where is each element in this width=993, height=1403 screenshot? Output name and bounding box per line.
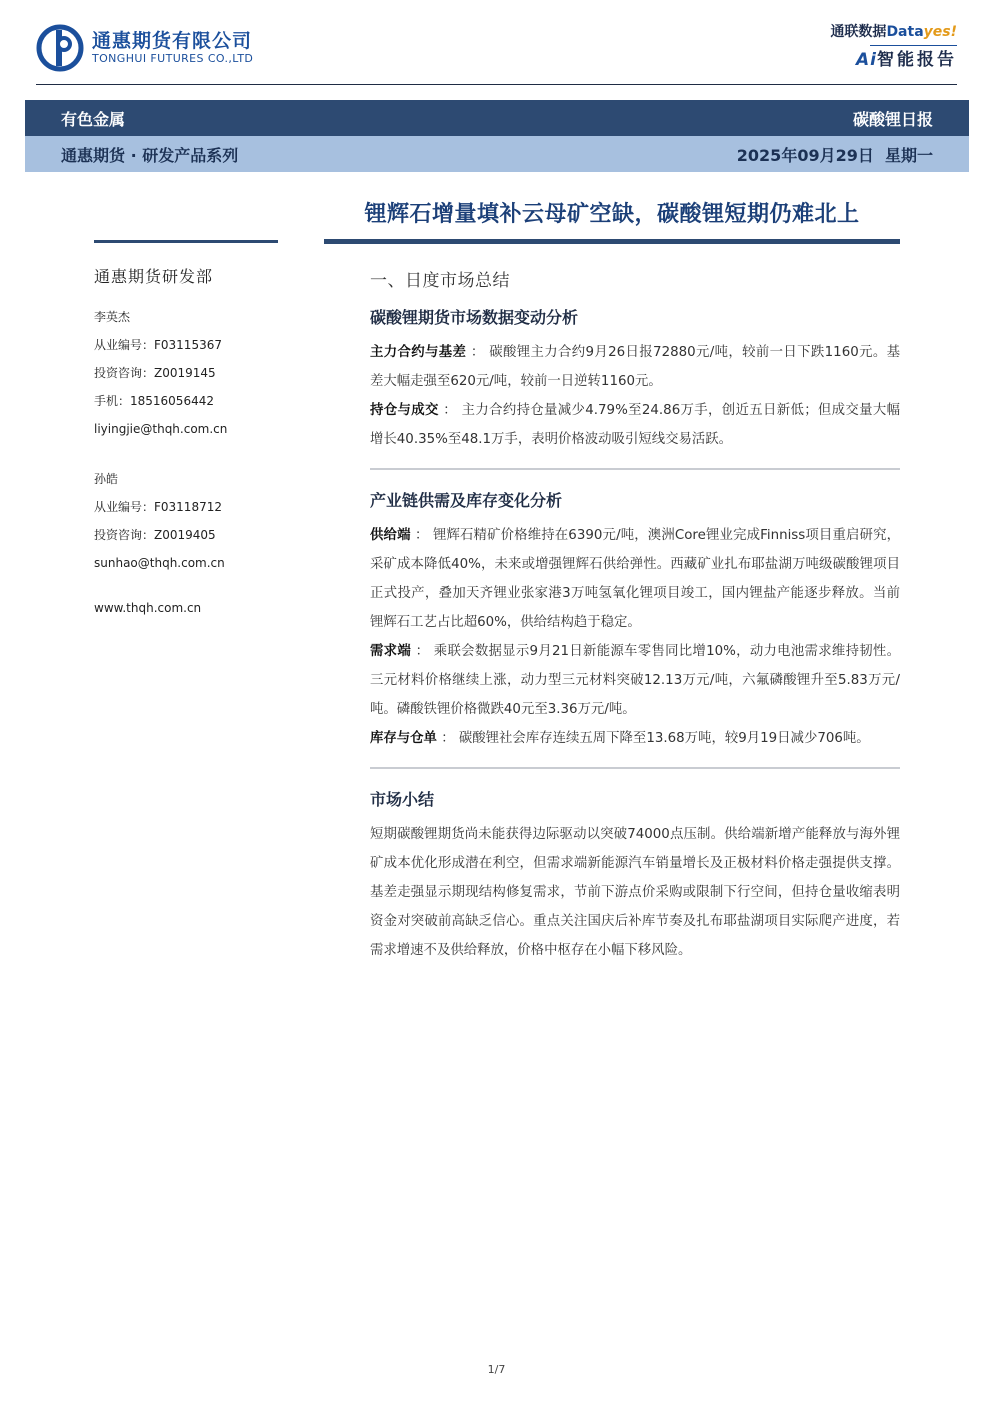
inventory-paragraph: [370, 724, 900, 753]
main-content: [370, 266, 900, 965]
summary-title: 市场小结: [370, 790, 435, 809]
demand-paragraph: [370, 637, 900, 724]
sector-label: 有色金属: [61, 109, 126, 129]
company-logo-icon: [36, 24, 84, 72]
sector-band: [25, 100, 969, 136]
analyst-name: 李英杰: [94, 310, 131, 324]
partner-logo: [830, 22, 957, 71]
series-label: 通惠期货 · 研发产品系列: [61, 145, 239, 165]
page-number: 1/7: [487, 1363, 506, 1376]
futures-paragraph-position: [370, 396, 900, 454]
partner-suffix: yes!: [923, 24, 957, 40]
company-name-en: TONGHUI FUTURES CO.,LTD: [92, 52, 254, 65]
futures-paragraph-contract: [370, 338, 900, 396]
company-logo: [36, 22, 253, 74]
paragraph-label: 需求端: [370, 644, 412, 659]
paragraph-text: ： 碳酸锂主力合约9月26日报72880元/吨，较前一日下跌1160元。基差大幅走强至620元/吨，较前一日逆转1160元。: [370, 345, 900, 389]
company-name-cn: 通惠期货有限公司: [92, 30, 253, 52]
analyst-license: 从业编号：F03118712: [94, 500, 222, 514]
paragraph-text: ： 锂辉石精矿价格维持在6390元/吨，澳洲Core锂业完成Finniss项目重启研究，采矿成本降低40%，未来或增强锂辉石供给弹性。西藏矿业扎布耶盐湖万吨级碳酸锂项目正式投产，叠加天齐锂业张家港3万吨氢氧化锂项目竣工，国内锂盐产能逐步释放。当前锂辉石工艺占比超60%，供给结构趋于稳定。: [370, 528, 901, 630]
paragraph-text: ： 碳酸锂社会库存连续五周下降至13.68万吨，较9月19日减少706吨。: [436, 731, 870, 746]
analyst-email[interactable]: liyingjie@thqh.com.cn: [94, 422, 228, 436]
analyst-consult-id: 投资咨询：Z0019405: [94, 528, 216, 542]
paragraph-label: 持仓与成交: [370, 403, 439, 418]
partner-prefix: 通联数据: [830, 24, 887, 40]
analyst-phone: 手机：18516056442: [94, 394, 214, 408]
report-date: 2025年09月29日 星期一: [736, 145, 933, 165]
analyst-name: 孙皓: [94, 472, 119, 486]
series-band: [25, 136, 969, 172]
paragraph-text: ： 主力合约持仓量减少4.79%至24.86万手，创近五日新低；但成交量大幅增长40.35%至48.1万手，表明价格波动吸引短线交易活跃。: [370, 403, 900, 447]
website-link[interactable]: www.thqh.com.cn: [94, 601, 202, 615]
analyst-email[interactable]: sunhao@thqh.com.cn: [94, 556, 225, 570]
ai-mark: Ai: [856, 50, 877, 70]
analyst-sidebar: [94, 264, 294, 628]
ai-report-label: 智能报告: [877, 50, 957, 70]
header-divider: [36, 84, 957, 85]
department-name: 通惠期货研发部: [94, 267, 214, 286]
paragraph-label: 主力合约与基差: [370, 345, 467, 360]
analyst-consult-id: 投资咨询：Z0019145: [94, 366, 216, 380]
section-divider: [370, 468, 900, 470]
partner-brand: Data: [886, 24, 924, 40]
futures-analysis-title: 碳酸锂期货市场数据变动分析: [370, 308, 579, 327]
paragraph-label: 库存与仓单: [370, 731, 437, 746]
section-heading: 一、日度市场总结: [370, 271, 510, 291]
paragraph-label: 供给端: [370, 528, 411, 543]
sidebar-divider: [94, 240, 278, 243]
summary-paragraph: 短期碳酸锂期货尚未能获得边际驱动以突破74000点压制。供给端新增产能释放与海外锂矿成本优化形成潜在利空，但需求端新能源汽车销量增长及正极材料价格走强提供支撑。基差走强显示期现结构修复需求，节前下游点价采购或限制下行空间，但持仓量收缩表明资金对突破前高缺乏信心。重点关注国庆后补库节奏及扎布耶盐湖项目实际爬产进度，若需求增速不及供给释放，价格中枢存在小幅下移风险。: [370, 827, 900, 958]
supply-chain-title: 产业链供需及库存变化分析: [370, 491, 563, 510]
paragraph-text: ： 乘联会数据显示9月21日新能源车零售同比增10%，动力电池需求维持韧性。三元材料价格继续上涨，动力型三元材料突破12.13万元/吨，六氟磷酸锂升至5.83万元/吨。磷酸铁锂价格微跌40元至3.36万元/吨。: [370, 644, 900, 717]
supply-paragraph: [370, 521, 900, 637]
analyst-license: 从业编号：F03115367: [94, 338, 222, 352]
section-divider: [370, 767, 900, 769]
title-divider: [324, 239, 900, 244]
report-title: 锂辉石增量填补云母矿空缺，碳酸锂短期仍难北上: [364, 202, 860, 227]
report-type: 碳酸锂日报: [852, 109, 933, 129]
